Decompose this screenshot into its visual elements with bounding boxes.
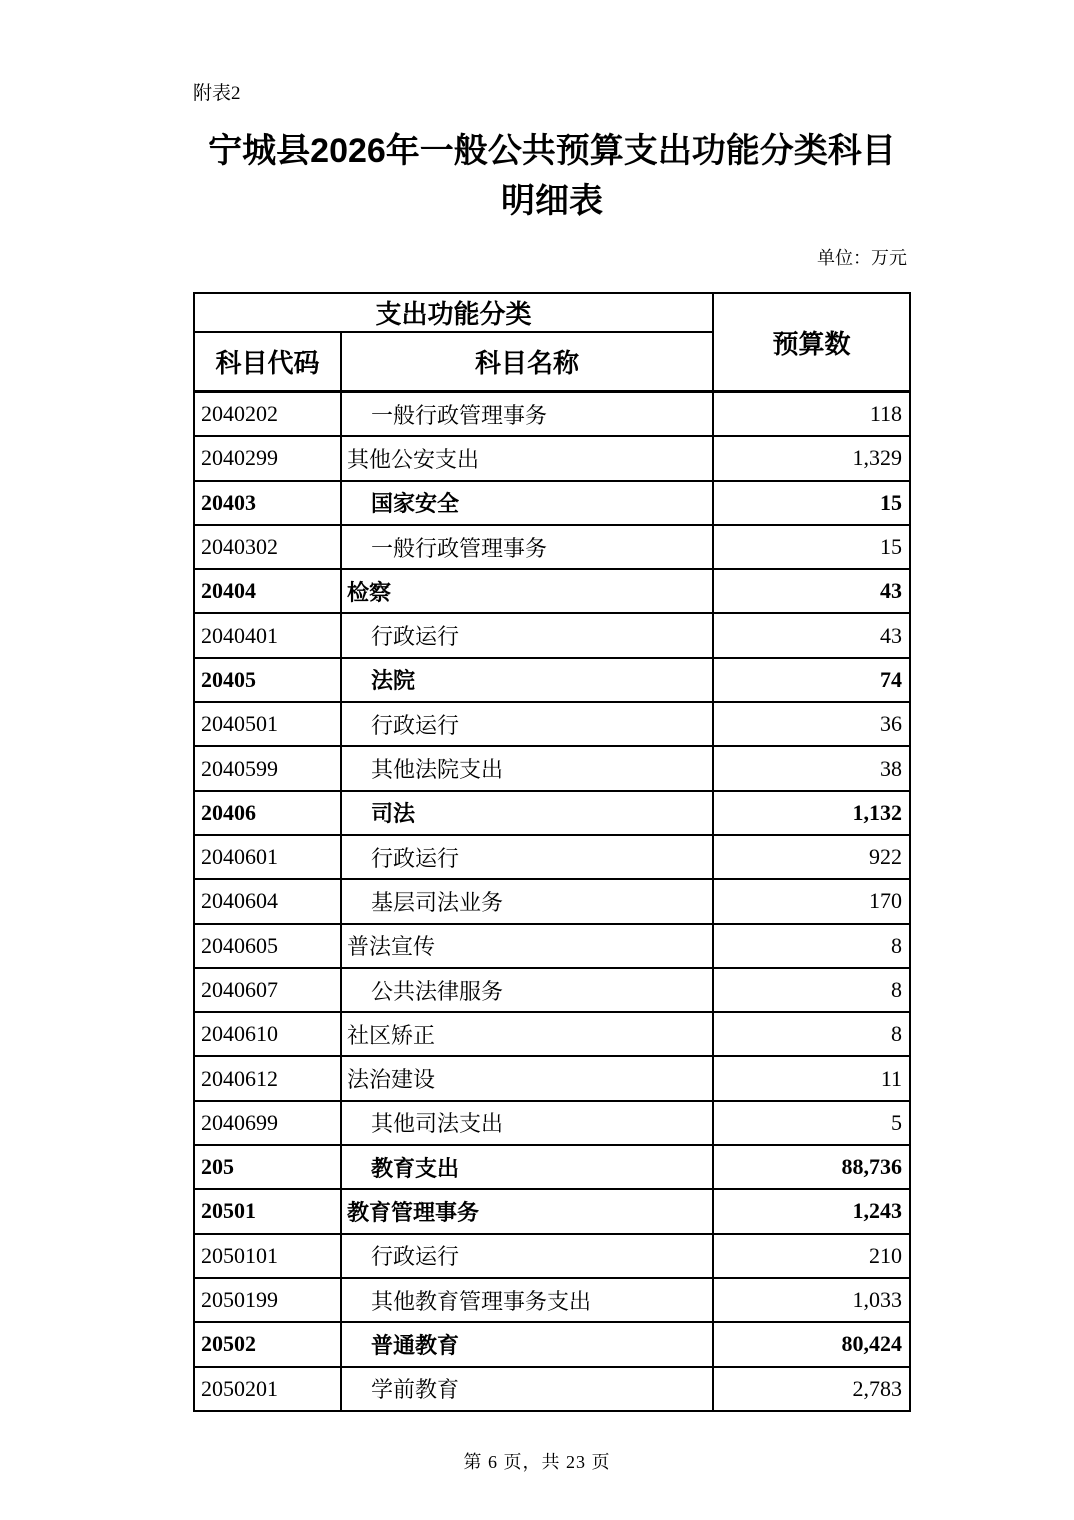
subject-name-cell: 教育管理事务 xyxy=(341,1189,713,1233)
table-row xyxy=(194,658,910,702)
subject-code-cell: 2040202 xyxy=(194,392,341,437)
subject-name-cell: 检察 xyxy=(341,569,713,613)
table-row xyxy=(194,569,910,613)
subject-code-cell: 2040601 xyxy=(194,835,341,879)
subject-code-cell: 20406 xyxy=(194,791,341,835)
subject-code-cell: 20502 xyxy=(194,1322,341,1366)
table-row xyxy=(194,968,910,1012)
budget-value-cell: 43 xyxy=(713,613,910,657)
budget-value-cell: 74 xyxy=(713,658,910,702)
page-number: 第 6 页，共 23 页 xyxy=(463,1452,611,1472)
page-title xyxy=(157,126,947,226)
subject-code-cell: 2050199 xyxy=(194,1278,341,1322)
subject-name-cell: 一般行政管理事务 xyxy=(341,525,713,569)
budget-value-cell: 5 xyxy=(713,1101,910,1145)
subject-code-cell: 2040501 xyxy=(194,702,341,746)
table-row xyxy=(194,1322,910,1366)
subject-name-cell: 普法宣传 xyxy=(341,924,713,968)
budget-value-cell: 43 xyxy=(713,569,910,613)
budget-value-cell: 80,424 xyxy=(713,1322,910,1366)
header-subject-name: 科目名称 xyxy=(341,332,713,392)
subject-code-cell: 2040699 xyxy=(194,1101,341,1145)
budget-value-cell: 38 xyxy=(713,746,910,790)
table-row xyxy=(194,879,910,923)
subject-name-cell: 公共法律服务 xyxy=(341,968,713,1012)
header-group-row xyxy=(194,293,910,332)
table-row xyxy=(194,746,910,790)
subject-name-cell: 其他司法支出 xyxy=(341,1101,713,1145)
budget-value-cell: 15 xyxy=(713,481,910,525)
budget-table xyxy=(193,292,911,1412)
header-expenditure-function-group: 支出功能分类 xyxy=(194,293,713,332)
subject-code-cell: 2040302 xyxy=(194,525,341,569)
table-row xyxy=(194,702,910,746)
budget-value-cell: 36 xyxy=(713,702,910,746)
table-row xyxy=(194,1234,910,1278)
budget-table-body xyxy=(194,392,910,1411)
budget-value-cell: 1,329 xyxy=(713,436,910,480)
subject-code-cell: 205 xyxy=(194,1145,341,1189)
subject-code-cell: 2050101 xyxy=(194,1234,341,1278)
subject-name-cell: 其他教育管理事务支出 xyxy=(341,1278,713,1322)
unit-label: 单位：万元 xyxy=(817,248,907,268)
table-row xyxy=(194,924,910,968)
subject-name-cell: 一般行政管理事务 xyxy=(341,392,713,437)
budget-value-cell: 210 xyxy=(713,1234,910,1278)
table-row xyxy=(194,1367,910,1411)
subject-code-cell: 20501 xyxy=(194,1189,341,1233)
subject-name-cell: 行政运行 xyxy=(341,1234,713,1278)
subject-code-cell: 2040604 xyxy=(194,879,341,923)
subject-name-cell: 行政运行 xyxy=(341,613,713,657)
budget-value-cell: 118 xyxy=(713,392,910,437)
table-row xyxy=(194,835,910,879)
subject-code-cell: 2040401 xyxy=(194,613,341,657)
subject-name-cell: 社区矫正 xyxy=(341,1012,713,1056)
table-row xyxy=(194,481,910,525)
subject-name-cell: 普通教育 xyxy=(341,1322,713,1366)
subject-code-cell: 2040612 xyxy=(194,1056,341,1100)
page-title-line-2: 明细表 xyxy=(501,182,603,220)
budget-value-cell: 2,783 xyxy=(713,1367,910,1411)
subject-name-cell: 学前教育 xyxy=(341,1367,713,1411)
subject-code-cell: 20403 xyxy=(194,481,341,525)
table-row xyxy=(194,1012,910,1056)
subject-name-cell: 国家安全 xyxy=(341,481,713,525)
table-row xyxy=(194,613,910,657)
budget-value-cell: 8 xyxy=(713,968,910,1012)
subject-name-cell: 其他公安支出 xyxy=(341,436,713,480)
subject-name-cell: 其他法院支出 xyxy=(341,746,713,790)
subject-code-cell: 2050201 xyxy=(194,1367,341,1411)
subject-code-cell: 20404 xyxy=(194,569,341,613)
budget-value-cell: 1,033 xyxy=(713,1278,910,1322)
subject-name-cell: 法院 xyxy=(341,658,713,702)
budget-value-cell: 1,243 xyxy=(713,1189,910,1233)
subject-code-cell: 2040599 xyxy=(194,746,341,790)
table-row xyxy=(194,1056,910,1100)
subject-code-cell: 2040610 xyxy=(194,1012,341,1056)
table-row xyxy=(194,525,910,569)
budget-value-cell: 88,736 xyxy=(713,1145,910,1189)
subject-name-cell: 基层司法业务 xyxy=(341,879,713,923)
header-budget-amount: 预算数 xyxy=(713,293,910,392)
subject-code-cell: 2040607 xyxy=(194,968,341,1012)
appendix-label: 附表2 xyxy=(193,83,241,104)
table-row xyxy=(194,1189,910,1233)
budget-value-cell: 8 xyxy=(713,924,910,968)
budget-value-cell: 170 xyxy=(713,879,910,923)
budget-value-cell: 1,132 xyxy=(713,791,910,835)
subject-code-cell: 20405 xyxy=(194,658,341,702)
subject-name-cell: 行政运行 xyxy=(341,835,713,879)
subject-code-cell: 2040299 xyxy=(194,436,341,480)
table-row xyxy=(194,1101,910,1145)
subject-code-cell: 2040605 xyxy=(194,924,341,968)
budget-value-cell: 11 xyxy=(713,1056,910,1100)
table-row xyxy=(194,392,910,437)
table-row xyxy=(194,436,910,480)
subject-name-cell: 教育支出 xyxy=(341,1145,713,1189)
budget-value-cell: 15 xyxy=(713,525,910,569)
page-title-line-1: 宁城县2026年一般公共预算支出功能分类科目 xyxy=(208,132,896,170)
subject-name-cell: 法治建设 xyxy=(341,1056,713,1100)
budget-value-cell: 8 xyxy=(713,1012,910,1056)
table-row xyxy=(194,791,910,835)
subject-name-cell: 司法 xyxy=(341,791,713,835)
table-row xyxy=(194,1278,910,1322)
subject-name-cell: 行政运行 xyxy=(341,702,713,746)
budget-table-header xyxy=(194,293,910,392)
header-subject-code: 科目代码 xyxy=(194,332,341,392)
table-row xyxy=(194,1145,910,1189)
budget-value-cell: 922 xyxy=(713,835,910,879)
